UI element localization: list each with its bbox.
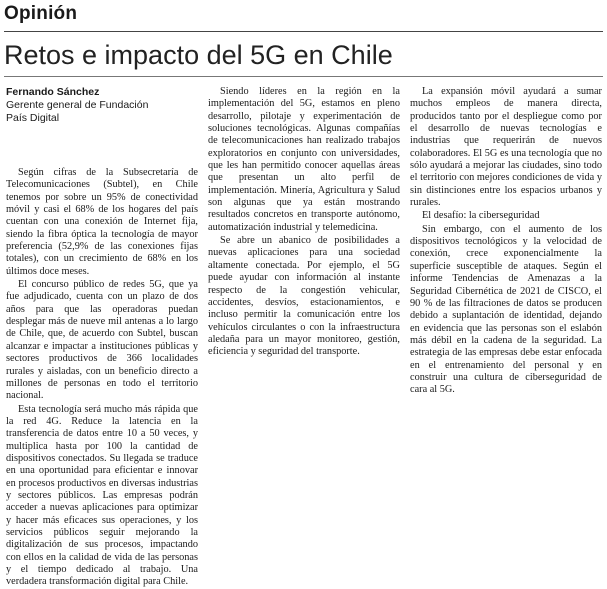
author-name: Fernando Sánchez bbox=[6, 86, 100, 98]
author-role-line-1: Gerente general de Fundación bbox=[6, 99, 149, 111]
headline-divider bbox=[4, 76, 603, 77]
article-column-3 bbox=[410, 86, 602, 550]
paragraph-6: La expansión móvil ayudará a sumar muchos empleos de manera directa, producidos tanto por el despliegue como por el desarrollo de nuevas tecnologías e industrias que requerirán de nuevos colaboradores. El 5G es una tecnología que no sólo ayudará a mejorar las ciudades, sino todo el territorio con mejores condiciones de vida y sin distinciones entre los espacios urbanos y rurales. bbox=[410, 86, 602, 209]
subheading-ciberseguridad: El desafío: la ciberseguridad bbox=[422, 210, 540, 222]
paragraph-4: Siendo líderes en la región en la implementación del 5G, estamos en pleno desarrollo, pilotaje y experimentación de soluciones tecnológicas. Algunas compañías de telecomunicaciones han realizado trabajos exploratorios en conjunto con universidades, que les han permitido conocer aquellas áreas que presentan un alto perfil de implementación. Minería, Agricultura y Salud son algunas que ya están mostrando resultados concretos en transporte autónomo, automatización industrial y telemedicina. bbox=[208, 86, 400, 233]
byline-spacer bbox=[6, 125, 198, 167]
section-label: Opinión bbox=[4, 3, 78, 24]
author-role-line-2: País Digital bbox=[6, 112, 60, 124]
paragraph-2: El concurso público de redes 5G, que ya fue adjudicado, cuenta con un plazo de dos años para que las operadoras puedan desplegar más de nueve mil antenas a lo largo de Chile, que, de acuerdo con Subtel, buscan alcanzar e impactar a instituciones públicas y sectores productivos de 366 localidades rurales y aisladas, con un beneficio directo a millones de personas en todo el territorio nacional. bbox=[6, 279, 198, 402]
column-2-flow bbox=[208, 86, 400, 359]
article-column-1 bbox=[6, 86, 198, 588]
article-headline: Retos e impacto del 5G en Chile bbox=[4, 40, 393, 70]
paragraph-7: Sin embargo, con el aumento de los dispositivos tecnológicos y la velocidad de conexión, crece exponencialmente la superficie susceptible de ataques. Según el informe Tendencias de Amenazas a la Seguridad Cibernética de 2021 de CISCO, el 90 % de las filtraciones de datos se producen debido a suplantación de identidad, dejando en evidencia que las personas son el eslabón más débil en la cadena de la seguridad. La estrategia de las empresas debe estar enfocada en el entrenamiento del personal y en construir una cultura de ciberseguridad de cara al 5G. bbox=[410, 223, 602, 396]
paragraph-1: Según cifras de la Subsecretaría de Telecomunicaciones (Subtel), en Chile tenemos por sobre un 95% de conectividad móvil y casi el 68% de los hogares del país cuentan con una conexión de Internet fija, siendo la fibra óptica la tecnología de mayor preferencia (52,9% de las conexiones fijas totales), con un crecimiento de 68% en los últimos doce meses. bbox=[6, 167, 198, 277]
paragraph-5: Se abre un abanico de posibilidades a nuevas aplicaciones para una sociedad altamente conectada. Por ejemplo, el 5G puede ayudar con información al instante respecto de la congestión vehicular, accidentes, desvíos, estacionamientos, e incluso permitir la comunicación entre los vehículos circulantes o con la infraestructura aledaña para un mayor monitoreo, gestión, eficiencia y seguridad del transporte. bbox=[208, 235, 400, 358]
article-column-2 bbox=[208, 86, 400, 550]
section-divider bbox=[4, 31, 603, 32]
paragraph-3: Esta tecnología será mucho más rápida que la red 4G. Reduce la latencia en la transferencia de datos entre 10 a 50 veces, y multiplica hasta por 100 la cantidad de dispositivos conectados. Su llegada se traduce en una oportunidad para eficientar e innovar en procesos productivos en diversas industrias y sectores públicos. Las empresas podrán acceder a nuevas aplicaciones para optimizar y hacer más eficaces sus operaciones, y los servicios públicos seguir mejorando la digitalización de sus procesos, impactando con ellos en la calidad de vida de las personas y el tiempo dedicado al trabajo. Una verdadera transformación digital para Chile. bbox=[6, 403, 198, 588]
